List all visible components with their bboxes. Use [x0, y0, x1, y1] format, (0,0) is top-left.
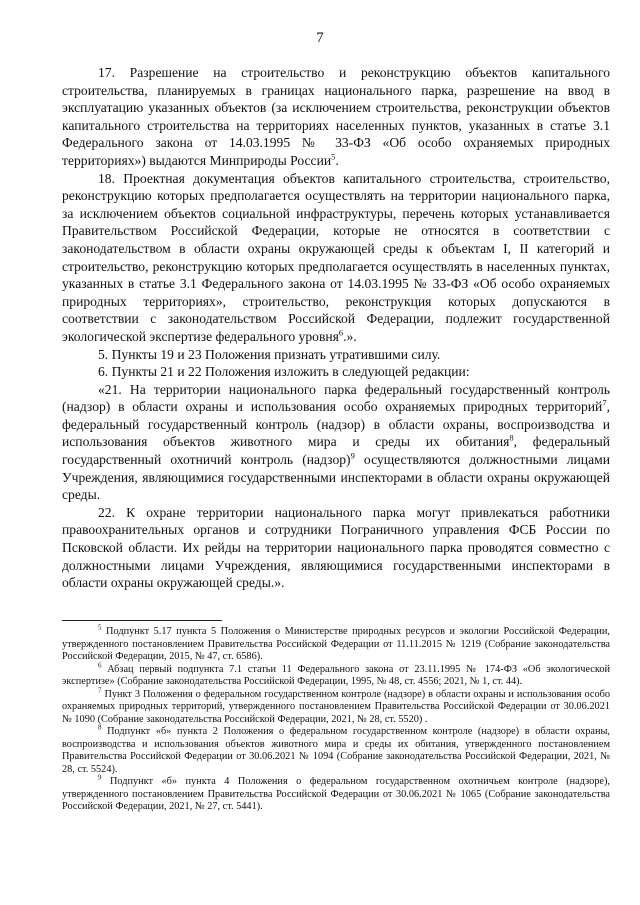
paragraph-18-tail: .».: [343, 328, 357, 344]
footnote-ref-6: 6: [338, 327, 344, 338]
footnote-number: 5: [98, 623, 102, 632]
footnote-5: [62, 623, 610, 664]
footnote-text: Подпункт «б» пункта 2 Положения о федеральном государственном контроле (надзоре) в области охраны, воспроизводства и использования объектов животного мира и среды их обитания, утвержденного постановлением Правительства Российской Федерации от 30.06.2021 № 1094 (Собрание законодательства Российской Федерации, 2021, № 28, ст. 5524).: [62, 726, 610, 775]
paragraph-17-text: 17. Разрешение на строительство и реконструкцию объектов капитального строительства, планируемых в границах национального парка, разрешение на ввод в эксплуатацию указанных объектов (за исключением строительства, реконструкции объектов капитального строительства на территориях населенных пунктов, указанных в статье 3.1 Федерального закона от 14.03.1995 № 33-ФЗ «Об особо охраняемых природных территориях») выдаются Минприроды России: [62, 65, 610, 168]
footnote-ref-7: 7: [602, 397, 607, 408]
paragraph-17-tail: .: [335, 152, 339, 168]
footnote-separator: [62, 620, 222, 621]
footnotes: [62, 623, 610, 814]
footnote-text: Пункт 3 Положения о федеральном государственном контроле (надзоре) в области охраны и использования особо охраняемых природных территорий, утвержденного постановлением Правительства Российской Федерации от 30.06.2021 № 1090 (Собрание законодательства Российской Федерации, 2021, № 28, ст. 5520) .: [62, 688, 610, 725]
paragraph-22: 22. К охране территории национального парка могут привлекаться работники правоохранительных органов и сотрудники Пограничного управления ФСБ России по Псковской области. Их рейды на территории национального парка проводятся совместно с должностными лицами Учреждения, являющимися государственными инспекторами в области охраны окружающей среды.».: [62, 504, 610, 591]
footnote-7: [62, 686, 610, 727]
paragraph-21-part1: «21. На территории национального парка федеральный государственный контроль (надзор) в области охраны и использования особо охраняемых природных территорий: [62, 381, 610, 415]
paragraph-21-part4: осуществляются должностными лицами Учреждения, являющимися государственными инспекторами в области охраны окружающей среды.: [62, 452, 610, 503]
footnote-text: Абзац первый подпункта 7.1 статьи 11 Федерального закона от 23.11.1995 № 174-ФЗ «Об экологической экспертизе» (Собрание законодательства Российской Федерации, 1995, № 48, ст. 4556; 2021, № 1, ст. 44).: [62, 663, 610, 687]
footnote-text: Подпункт «б» пункта 4 Положения о федеральном государственном охотничьем контроле (надзоре), утвержденного постановлением Правительства Российской Федерации от 30.06.2021 № 1065 (Собрание законодательства Российской Федерации, 2021, № 27, ст. 5441).: [62, 776, 610, 812]
paragraph-18-text: 18. Проектная документация объектов капитального строительства, строительство, реконструкцию которых предполагается осуществлять на территории национального парка, за исключением объектов социальной инфраструктуры, перечень которых устанавливается Правительством Российской Федерации, которые не относятся в соответствии с законодательством в области охраны окружающей среды к объектам I, II категорий и строительство, реконструкцию которых предполагается осуществлять в населенных пунктах, указанных в статье 3.1 Федерального закона от 14.03.1995 № 33-ФЗ «Об особо охраняемых природных территориях», строительство, реконструкция которых допускаются в соответствии с законодательством Российской Федерации, подлежит государственной экологической экспертизе федерального уровня: [62, 170, 610, 344]
paragraph-21-part2: , федеральный государственный контроль (надзор) в области охраны, воспроизводства и использования объектов животного мира и среды их обитания: [62, 399, 610, 450]
paragraph-17: [62, 64, 610, 170]
footnote-number: 8: [98, 723, 102, 732]
footnote-ref-8: 8: [509, 432, 514, 443]
footnote-ref-9: 9: [350, 450, 355, 461]
footnote-number: 6: [98, 661, 102, 670]
footnote-9: [62, 773, 610, 814]
paragraph-6: 6. Пункты 21 и 22 Положения изложить в следующей редакции:: [98, 364, 470, 380]
page-number: 7: [316, 30, 324, 46]
footnote-8: [62, 723, 610, 776]
footnote-6: [62, 661, 610, 689]
document-body: [62, 64, 610, 592]
footnote-number: 7: [98, 686, 102, 695]
footnote-ref-5: 5: [331, 151, 336, 162]
paragraph-5: 5. Пункты 19 и 23 Положения признать утратившими силу.: [98, 346, 441, 362]
footnote-text: Подпункт 5.17 пункта 5 Положения о Министерстве природных ресурсов и экологии Российской Федерации, утвержденного постановлением Правительства Российской Федерации от 11.11.2015 № 1219 (Собрание законодательства Российской Федерации, 2015, № 47, ст. 6586).: [62, 626, 610, 662]
footnote-number: 9: [98, 773, 102, 782]
paragraph-18: [62, 170, 610, 346]
paragraph-21-part3: , федеральный государственный охотничий контроль (надзор): [62, 434, 610, 468]
paragraph-21: [62, 381, 610, 504]
